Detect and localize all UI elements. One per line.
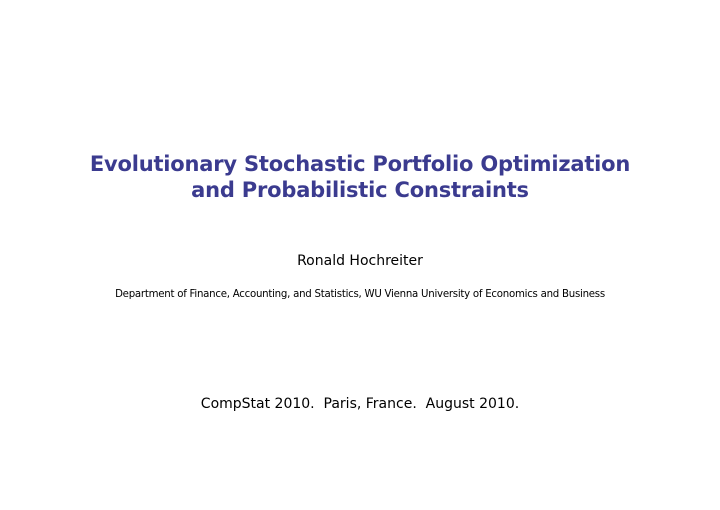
author-affiliation: Department of Finance, Accounting, and Statistics, WU Vienna University of Economics and Business bbox=[115, 289, 605, 300]
conference-info: CompStat 2010. Paris, France. August 2010. bbox=[200, 396, 520, 412]
slide-title-line-2: and Probabilistic Constraints bbox=[191, 178, 529, 202]
author-name: Ronald Hochreiter bbox=[297, 253, 423, 269]
slide-title-line-1: Evolutionary Stochastic Portfolio Optimization bbox=[89, 152, 631, 176]
